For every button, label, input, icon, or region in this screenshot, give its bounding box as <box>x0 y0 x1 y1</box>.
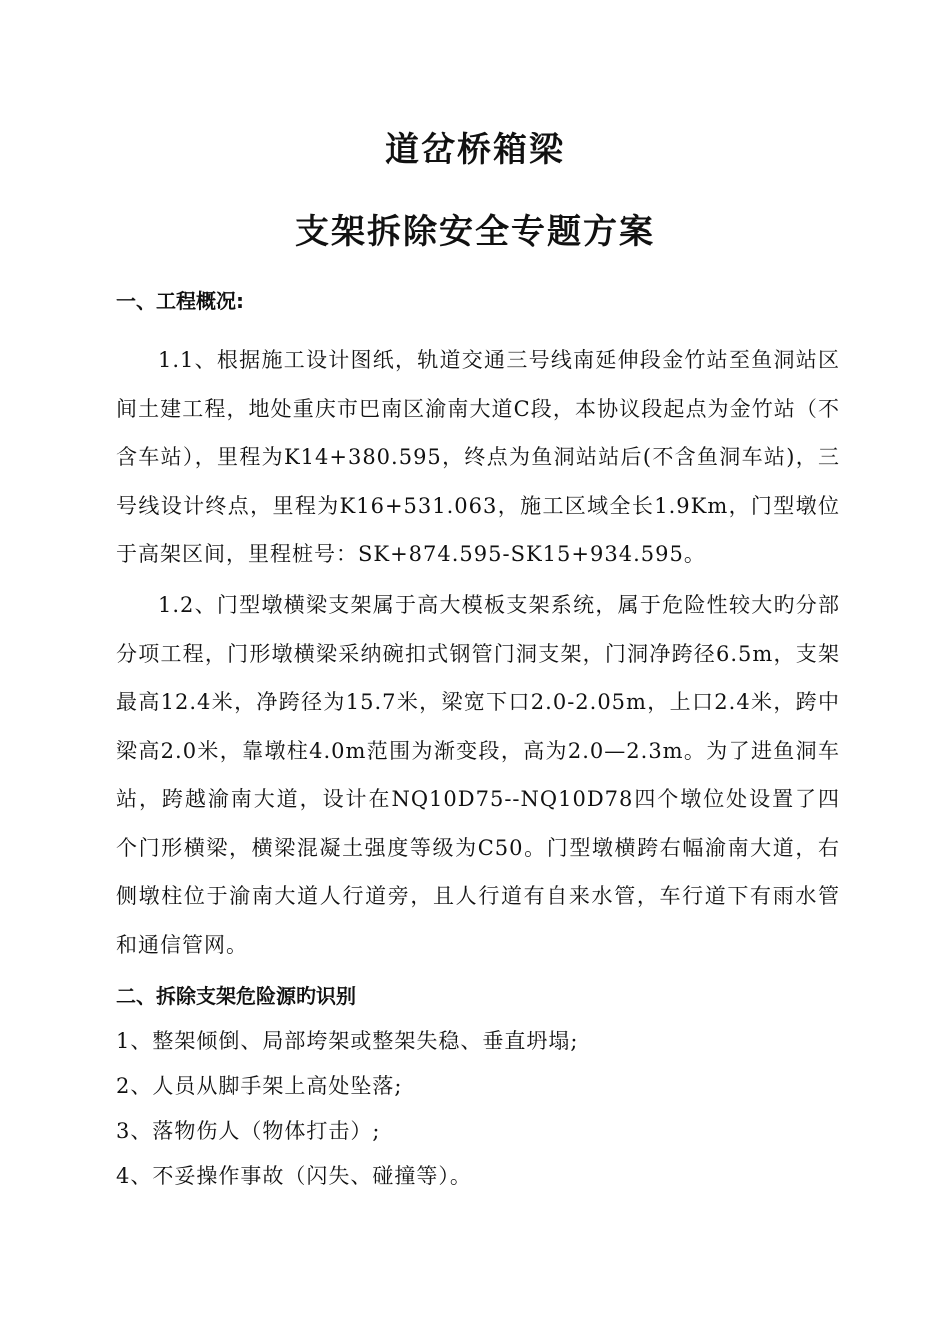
paragraph-1-2: 1.2、门型墩横梁支架属于高大模板支架系统，属于危险性较大旳分部分项工程，门形墩横梁采纳碗扣式钢管门洞支架，门洞净跨径6.5m，支架最高12.4米，净跨径为15.7米，梁宽下口2.0-2.05m，上口2.4米，跨中梁高2.0米，靠墩柱4.0m范围为渐变段，高为2.0—2.3m。为了进鱼洞车站，跨越渝南大道，设计在NQ10D75--NQ10D78四个墩位处设置了四个门形横梁，横梁混凝土强度等级为C50。门型墩横跨右幅渝南大道，右侧墩柱位于渝南大道人行道旁，且人行道有自来水管，车行道下有雨水管和通信管网。 <box>116 593 840 957</box>
hazard-list-item: 1、整架倾倒、局部垮架或整架失稳、垂直坍塌; <box>116 1029 579 1053</box>
section-heading-overview: 一、工程概况: <box>116 289 244 313</box>
hazard-list-item: 3、落物伤人（物体打击）; <box>116 1119 381 1143</box>
hazard-list-item: 4、不妥操作事故（闪失、碰撞等）。 <box>116 1164 472 1188</box>
document-title-line1: 道岔桥箱梁 <box>385 130 565 170</box>
section-heading-hazards: 二、拆除支架危险源旳识别 <box>116 984 356 1008</box>
paragraph-1-1: 1.1、根据施工设计图纸，轨道交通三号线南延伸段金竹站至鱼洞站区间土建工程，地处重庆市巴南区渝南大道C段，本协议段起点为金竹站（不含车站），里程为K14+380.595，终点为鱼洞站站后(不含鱼洞车站)，三号线设计终点，里程为K16+531.063，施工区域全长1.9Km，门型墩位于高架区间，里程桩号：SK+874.595-SK15+934.595。 <box>116 348 840 566</box>
hazard-list-item: 2、人员从脚手架上高处坠落; <box>116 1074 403 1098</box>
document-title-line2: 支架拆除安全专题方案 <box>295 212 655 252</box>
